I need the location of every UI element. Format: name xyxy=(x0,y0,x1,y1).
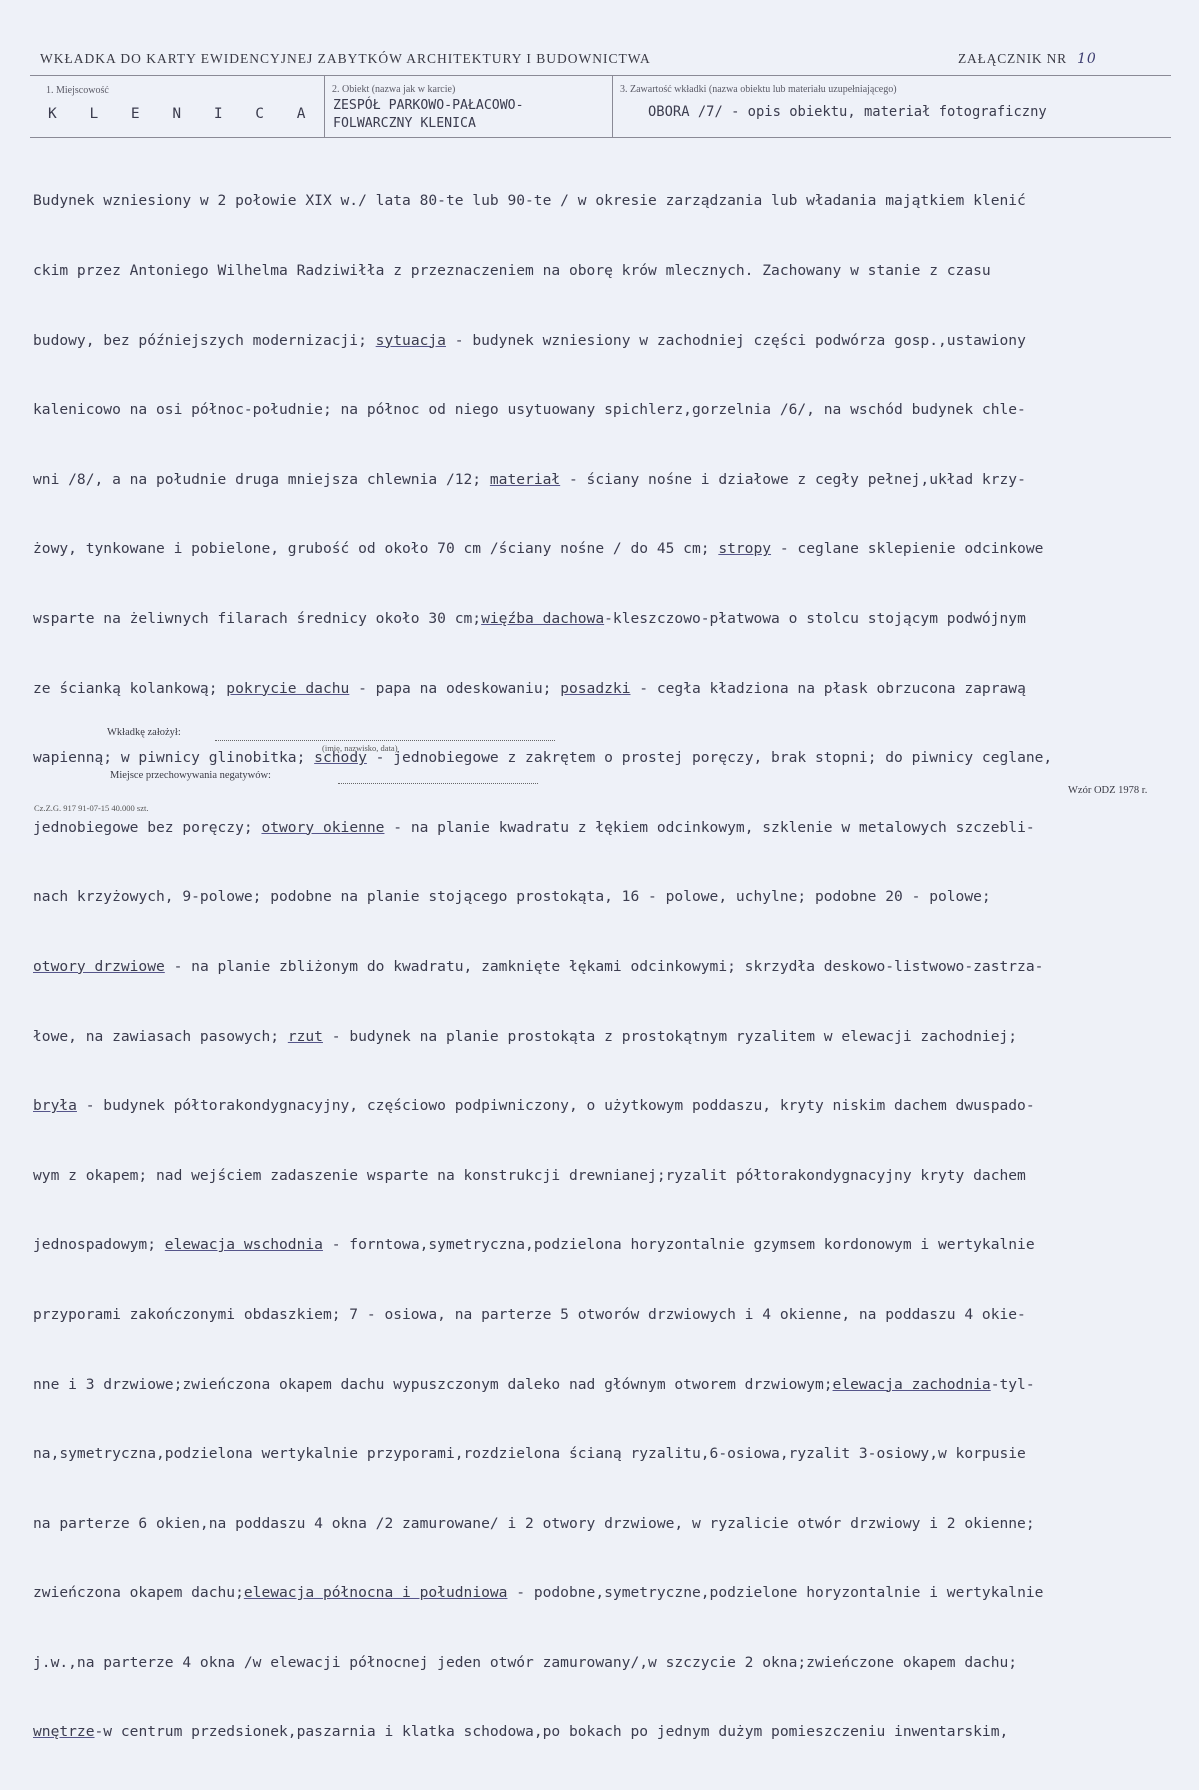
section-heading: bryła xyxy=(33,1097,77,1115)
text-line: zwieńczona okapem dachu;elewacja północna i południowa - podobne,symetryczne,podzielone horyzontalnie i wertykalnie xyxy=(33,1584,1044,1602)
text-line: nach krzyżowych, 9-polowe; podobne na planie stojącego prostokąta, 16 - polowe, uchylne; podobne 20 - polowe; xyxy=(33,888,991,906)
place-value: K L E N I C A xyxy=(48,106,318,122)
inserted-by-sublabel: (imię, nazwisko, data) xyxy=(322,743,398,753)
field-divider-2 xyxy=(612,75,613,137)
field-divider-1 xyxy=(324,75,325,137)
negatives-label: Miejsce przechowywania negatywów: xyxy=(110,770,271,781)
text-line: łowe, na zawiasach pasowych; rzut - budynek na planie prostokąta z prostokątnym ryzalitem w elewacji zachodniej; xyxy=(33,1027,1018,1045)
text-line: wapienną; w piwnicy glinobitka; schody - jednobiegowe z zakrętem o prostej poręczy, brak stopni; do piwnicy ceglane, xyxy=(33,749,1053,767)
object-value-line-2: FOLWARCZNY KLENICA xyxy=(333,116,476,131)
section-heading: materiał xyxy=(489,470,561,488)
text-line: na,symetryczna,podzielona wertykalnie przyporami,rozdzielona ścianą ryzalitu,6-osiowa,ryzalit 3-osiowy,w korpusie xyxy=(33,1445,1026,1463)
text-line: Budynek wzniesiony w 2 połowie XIX w./ lata 80-te lub 90-te / w okresie zarządzania lub władania majątkiem klenić xyxy=(33,192,1026,210)
section-heading: elewacja wschodnia xyxy=(164,1236,323,1254)
section-heading: stropy xyxy=(718,540,772,558)
description-text xyxy=(33,143,1199,1790)
section-heading: wnętrze xyxy=(33,1723,95,1741)
section-heading: elewacja zachodnia xyxy=(832,1375,991,1393)
text-line: j.w.,na parterze 4 okna /w elewacji północnej jeden otwór zamurowany/,w szczycie 2 okna;zwieńczone okapem dachu; xyxy=(33,1653,1018,1671)
text-line: ze ścianką kolankową; pokrycie dachu - papa na odeskowaniu; posadzki - cegła kładziona na płask obrzucona zaprawą xyxy=(33,679,1026,697)
object-value xyxy=(333,97,524,133)
attachment-label: ZAŁĄCZNIK NR xyxy=(958,51,1067,66)
inserted-by-line xyxy=(215,740,555,741)
text-line: bryła - budynek półtorakondygnacyjny, częściowo podpiwniczony, o użytkowym poddaszu, kryty niskim dachem dwuspado- xyxy=(33,1097,1035,1115)
text-line: na parterze 6 okien,na poddaszu 4 okna /2 zamurowane/ i 2 otwory drzwiowe, w ryzalicie otwór drzwiowy i 2 okienne; xyxy=(33,1514,1035,1532)
inserted-by-label: Wkładkę założył: xyxy=(107,727,181,738)
print-code: Cz.Z.G. 917 91-07-15 40.000 szt. xyxy=(34,803,149,813)
header-bottom-rule xyxy=(30,137,1171,138)
object-value-line-1: ZESPÓŁ PARKOWO-PAŁACOWO- xyxy=(333,98,524,113)
text-line: jednospadowym; elewacja wschodnia - forntowa,symetryczna,podzielona horyzontalnie gzymsem kordonowym i wertykalnie xyxy=(33,1236,1035,1254)
object-label: 2. Obiekt (nazwa jak w karcie) xyxy=(332,84,456,95)
section-heading: schody xyxy=(314,749,367,767)
text-line: budowy, bez późniejszych modernizacji; sytuacja - budynek wzniesiony w zachodniej części podwórza gosp.,ustawiony xyxy=(33,331,1026,349)
negatives-line xyxy=(338,783,538,784)
form-title: WKŁADKA DO KARTY EWIDENCYJNEJ ZABYTKÓW ARCHITEKTURY I BUDOWNICTWA xyxy=(40,51,651,66)
section-heading: więźba dachowa xyxy=(481,609,605,627)
content-value: OBORA /7/ - opis obiektu, materiał fotograficzny xyxy=(648,104,1047,120)
attachment-number-value: 10 xyxy=(1077,51,1097,67)
section-heading: posadzki xyxy=(560,679,631,697)
section-heading: otwory okienne xyxy=(261,818,385,836)
place-label: 1. Miejscowość xyxy=(46,85,109,96)
section-heading: pokrycie dachu xyxy=(226,679,350,697)
text-line: kalenicowo na osi północ-południe; na północ od niego usytuowany spichlerz,gorzelnia /6/, na wschód budynek chle- xyxy=(33,401,1026,419)
content-label: 3. Zawartość wkładki (nazwa obiektu lub materiału uzupełniającego) xyxy=(620,84,897,95)
section-heading: sytuacja xyxy=(375,331,446,349)
text-line: wni /8/, a na południe druga mniejsza chlewnia /12; materiał - ściany nośne i działowe z cegły pełnej,układ krzy- xyxy=(33,470,1026,488)
text-line: nne i 3 drzwiowe;zwieńczona okapem dachu wypuszczonym daleko nad głównym otworem drzwiowym;elewacja zachodnia-tyl- xyxy=(33,1375,1035,1393)
section-heading: otwory drzwiowe xyxy=(33,957,165,975)
header-top-rule xyxy=(30,75,1171,76)
text-line: przyporami zakończonymi obdaszkiem; 7 - osiowa, na parterze 5 otworów drzwiowych i 4 okienne, na poddaszu 4 okie- xyxy=(33,1305,1026,1323)
text-line: jednobiegowe bez poręczy; otwory okienne - na planie kwadratu z łękiem odcinkowym, szklenie w metalowych szczebli- xyxy=(33,818,1035,836)
text-line: otwory drzwiowe - na planie zbliżonym do kwadratu, zamknięte łękami odcinkowymi; skrzydła deskowo-listwowo-zastrza- xyxy=(33,957,1044,975)
section-heading: elewacja północna i południowa xyxy=(243,1584,508,1602)
text-line: wnętrze-w centrum przedsionek,paszarnia i klatka schodowa,po bokach po jednym dużym pomieszczeniu inwentarskim, xyxy=(33,1723,1009,1741)
attachment-number xyxy=(958,51,1097,67)
text-line: wym z okapem; nad wejściem zadaszenie wsparte na konstrukcji drewnianej;ryzalit półtorakondygnacyjny kryty dachem xyxy=(33,1166,1026,1184)
pattern-label: Wzór ODZ 1978 r. xyxy=(1068,785,1148,796)
text-line: ckim przez Antoniego Wilhelma Radziwiłła z przeznaczeniem na oborę krów mlecznych. Zachowany w stanie z czasu xyxy=(33,262,991,279)
section-heading: rzut xyxy=(287,1027,323,1045)
text-line: wsparte na żeliwnych filarach średnicy około 30 cm;więźba dachowa-kleszczowo-płatwowa o stolcu stojącym podwójnym xyxy=(33,609,1026,627)
text-line: żowy, tynkowane i pobielone, grubość od około 70 cm /ściany nośne / do 45 cm; stropy - ceglane sklepienie odcinkowe xyxy=(33,540,1044,558)
